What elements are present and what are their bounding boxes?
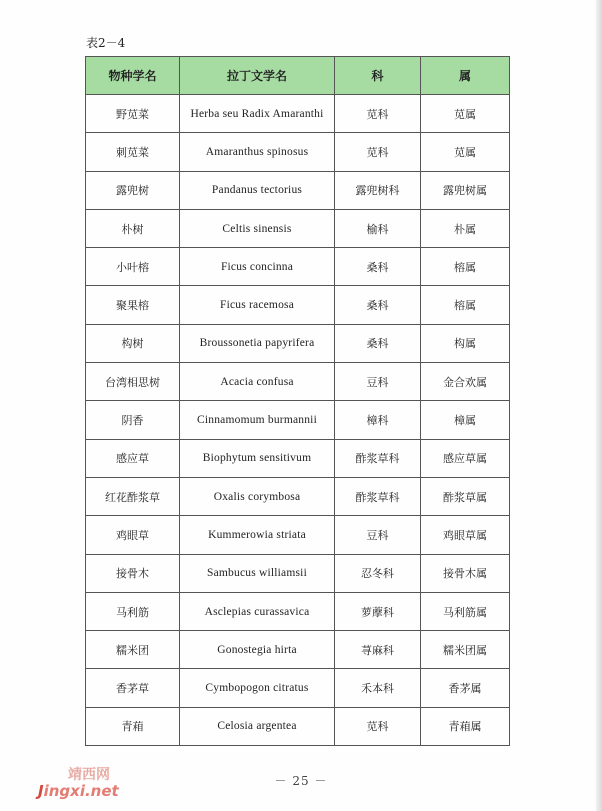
table-row [86,363,510,401]
genus-cell: 榕属 [421,286,510,324]
genus-cell: 感应草属 [421,439,510,477]
family-cell: 桑科 [335,248,421,286]
genus-cell: 苋属 [421,133,510,171]
species-name-cell: 露兜树 [86,171,180,209]
header-family: 科 [335,57,421,95]
latin-name-cell: Acacia confusa [180,363,335,401]
latin-name-cell: Ficus concinna [180,248,335,286]
latin-name-cell: Cymbopogon citratus [180,669,335,707]
species-name-cell: 小叶榕 [86,248,180,286]
family-cell: 酢浆草科 [335,477,421,515]
table-caption: 表2－4 [86,36,126,50]
site-watermark [38,764,128,804]
genus-cell: 樟属 [421,401,510,439]
species-table [85,56,510,746]
table-header-row [86,57,510,95]
table-row [86,439,510,477]
table-row [86,401,510,439]
latin-name-cell: Amaranthus spinosus [180,133,335,171]
table-row [86,477,510,515]
species-name-cell: 朴树 [86,209,180,247]
species-name-cell: 红花酢浆草 [86,477,180,515]
table-row [86,516,510,554]
page-edge-shadow [596,0,602,811]
genus-cell: 朴属 [421,209,510,247]
species-name-cell: 阴香 [86,401,180,439]
species-name-cell: 野苋菜 [86,95,180,133]
watermark-chinese-text: 靖西网 [68,767,110,783]
table-row [86,554,510,592]
species-name-cell: 刺苋菜 [86,133,180,171]
family-cell: 酢浆草科 [335,439,421,477]
species-table-container [85,56,509,746]
family-cell: 苋科 [335,133,421,171]
table-row [86,95,510,133]
genus-cell: 构属 [421,324,510,362]
genus-cell: 马利筋属 [421,592,510,630]
family-cell: 荨麻科 [335,631,421,669]
table-row [86,171,510,209]
latin-name-cell: Sambucus williamsii [180,554,335,592]
latin-name-cell: Celosia argentea [180,707,335,745]
latin-name-cell: Asclepias curassavica [180,592,335,630]
header-genus: 属 [421,57,510,95]
genus-cell: 鸡眼草属 [421,516,510,554]
genus-cell: 酢浆草属 [421,477,510,515]
table-row [86,324,510,362]
family-cell: 桑科 [335,324,421,362]
species-name-cell: 台湾相思树 [86,363,180,401]
genus-cell: 榕属 [421,248,510,286]
genus-cell: 接骨木属 [421,554,510,592]
table-row [86,286,510,324]
species-name-cell: 接骨木 [86,554,180,592]
table-row [86,631,510,669]
family-cell: 豆科 [335,516,421,554]
latin-name-cell: Biophytum sensitivum [180,439,335,477]
genus-cell: 香茅属 [421,669,510,707]
latin-name-cell: Broussonetia papyrifera [180,324,335,362]
latin-name-cell: Kummerowia striata [180,516,335,554]
latin-name-cell: Cinnamomum burmannii [180,401,335,439]
family-cell: 桑科 [335,286,421,324]
species-name-cell: 鸡眼草 [86,516,180,554]
family-cell: 樟科 [335,401,421,439]
latin-name-cell: Pandanus tectorius [180,171,335,209]
species-name-cell: 青葙 [86,707,180,745]
watermark-url-text [38,782,119,800]
species-name-cell: 马利筋 [86,592,180,630]
family-cell: 露兜树科 [335,171,421,209]
latin-name-cell: Celtis sinensis [180,209,335,247]
latin-name-cell: Gonostegia hirta [180,631,335,669]
header-species-name: 物种学名 [86,57,180,95]
species-name-cell: 聚果榕 [86,286,180,324]
page-number: － 25 － [274,774,328,788]
family-cell: 苋科 [335,95,421,133]
table-row [86,592,510,630]
genus-cell: 青葙属 [421,707,510,745]
table-row [86,669,510,707]
genus-cell: 金合欢属 [421,363,510,401]
family-cell: 萝藦科 [335,592,421,630]
genus-cell: 苋属 [421,95,510,133]
family-cell: 忍冬科 [335,554,421,592]
species-name-cell: 感应草 [86,439,180,477]
table-row [86,133,510,171]
table-body [86,95,510,746]
watermark-url-initial: J [38,782,44,800]
species-name-cell: 构树 [86,324,180,362]
header-latin-name: 拉丁文学名 [180,57,335,95]
latin-name-cell: Herba seu Radix Amaranthi [180,95,335,133]
table-row [86,707,510,745]
latin-name-cell: Ficus racemosa [180,286,335,324]
family-cell: 禾本科 [335,669,421,707]
family-cell: 苋科 [335,707,421,745]
family-cell: 豆科 [335,363,421,401]
genus-cell: 露兜树属 [421,171,510,209]
species-name-cell: 糯米团 [86,631,180,669]
genus-cell: 糯米团属 [421,631,510,669]
table-row [86,209,510,247]
species-name-cell: 香茅草 [86,669,180,707]
family-cell: 榆科 [335,209,421,247]
latin-name-cell: Oxalis corymbosa [180,477,335,515]
watermark-url-rest: ingxi.net [43,782,119,800]
table-row [86,248,510,286]
